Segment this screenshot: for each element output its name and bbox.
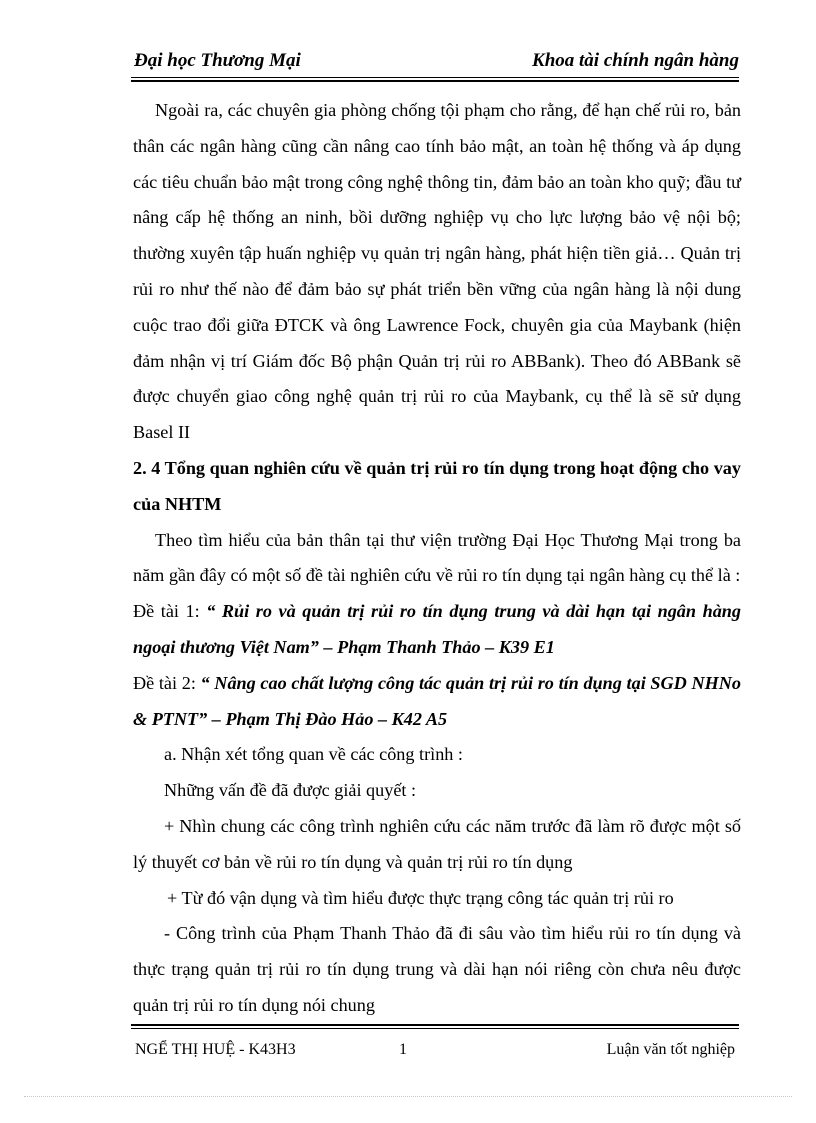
footer-page-number: 1	[399, 1041, 407, 1058]
dash-item-1: - Công trình của Phạm Thanh Thảo đã đi sâu vào tìm hiểu rủi ro tín dụng và thực trạng quản trị rủi ro tín dụng trung và dài hạn nói riêng còn chưa nêu được quản trị rủi ro tín dụng nói chung	[133, 923, 741, 1015]
paragraph-intro: Ngoài ra, các chuyên gia phòng chống tội phạm cho rằng, để hạn chế rủi ro, bản thân các ngân hàng cũng cần nâng cao tính bảo mật, an toàn hệ thống và áp dụng các tiêu chuẩn bảo mật trong công nghệ thông tin, đảm bảo an toàn kho quỹ; đầu tư nâng cấp hệ thống an ninh, bồi dưỡng nghiệp vụ cho lực lượng bảo vệ nội bộ; thường xuyên tập huấn nghiệp vụ quản trị ngân hàng, phát hiện tiền giả… Quản trị rủi ro như thế nào để đảm bảo sự phát triển bền vững của ngân hàng là nội dung cuộc trao đổi giữa ĐTCK và ông Lawrence Fock, chuyên gia của Maybank (hiện đảm nhận vị trí Giám đốc Bộ phận Quản trị rủi ro ABBank). Theo đó ABBank sẽ được chuyển giao công nghệ quản trị rủi ro của Maybank, cụ thể là sẽ sử dụng Basel II	[133, 100, 741, 443]
topic-1-title: “ Rủi ro và quản trị rủi ro tín dụng trung và dài hạn tại ngân hàng ngoại thương Việt Nam” – Phạm Thanh Thảo – K39 E1	[133, 601, 741, 657]
header-faculty: Khoa tài chính ngân hàng	[532, 50, 739, 71]
section-heading: 2. 4 Tổng quan nghiên cứu về quản trị rủi ro tín dụng trong hoạt động cho vay của NHTM	[133, 457, 741, 514]
footer-divider	[131, 1024, 739, 1029]
item-a: a. Nhận xét tổng quan về các công trình :	[164, 744, 463, 765]
header-divider	[131, 77, 739, 82]
footer-author: NGỂ THỊ HUỆ - K43H3	[135, 1041, 296, 1058]
page-body	[133, 93, 741, 1024]
page-footer	[131, 1024, 739, 1064]
bullet-1: + Nhìn chung các công trình nghiên cứu các năm trước đã làm rõ được một số lý thuyết cơ bản về rủi ro tín dụng và quản trị rủi ro tín dụng	[133, 815, 741, 872]
topic-2-prefix: Đề tài 2:	[133, 672, 201, 693]
page-header	[131, 50, 739, 80]
page-bottom-edge	[24, 1096, 792, 1097]
solved-issues: Những vấn đề đã được giải quyết :	[164, 780, 417, 801]
footer-doc-type: Luận văn tốt nghiệp	[606, 1041, 735, 1058]
header-university: Đại học Thương Mại	[134, 50, 301, 71]
paragraph-research: Theo tìm hiểu của bản thân tại thư viện trường Đại Học Thương Mại trong ba năm gần đây có một số đề tài nghiên cứu về rủi ro tín dụng tại ngân hàng cụ thể là :	[133, 529, 741, 586]
topic-1-prefix: Đề tài 1:	[133, 601, 207, 622]
topic-2	[133, 666, 741, 738]
bullet-2: + Từ đó vận dụng và tìm hiểu được thực trạng công tác quản trị rủi ro	[167, 887, 674, 908]
topic-1	[133, 594, 741, 666]
topic-2-title: “ Nâng cao chất lượng công tác quản trị rủi ro tín dụng tại SGD NHNo & PTNT” – Phạm Thị Đào Hảo – K42 A5	[133, 672, 741, 729]
